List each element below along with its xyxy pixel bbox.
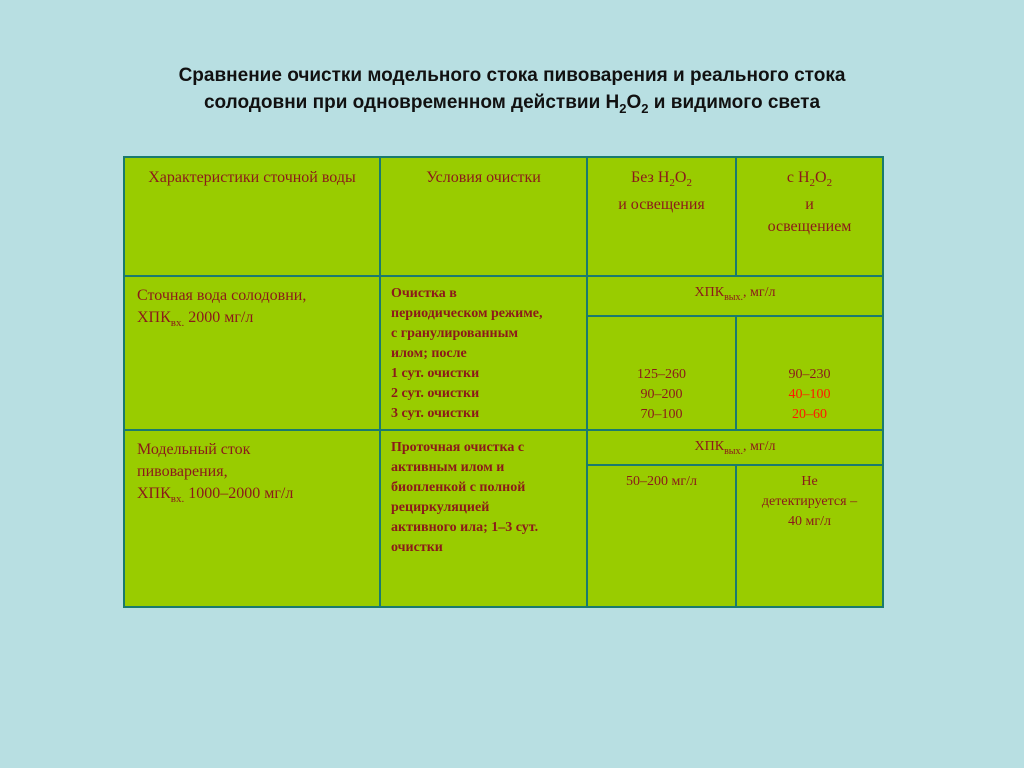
brewery-without-h2o2-value: 50–200 мг/л bbox=[587, 465, 736, 607]
malthouse-treatment-conditions: Очистка в периодическом режиме, с гранулированным илом; после 1 сут. очистки 2 сут. очистки 3 сут. очистки bbox=[380, 276, 587, 430]
header-without-h2o2: Без $H_2O_2$ и освещения bbox=[587, 157, 736, 276]
brewery-cod-unit: $ХПК_{вых.}$, мг/л bbox=[587, 430, 883, 465]
title-line-2: солодовни при одновременном действии $H_2O_2$ и видимого света bbox=[203, 92, 821, 116]
comparison-table bbox=[123, 156, 884, 608]
malthouse-cod-unit: $ХПК_{вых.}$, мг/л bbox=[587, 276, 883, 316]
row-brewery-unit bbox=[124, 430, 883, 465]
title-line-1: Сравнение очистки модельного стока пивоварения и реального стока bbox=[178, 65, 846, 86]
malthouse-with-h2o2-values: 90–230 40–100 20–60 bbox=[736, 316, 883, 430]
brewery-wastewater-label: Модельный сток пивоварения, $ХПК_{вх.}$ 1000–2000 мг/л bbox=[124, 430, 380, 607]
brewery-with-h2o2-value: Не детектируется – 40 мг/л bbox=[736, 465, 883, 607]
header-with-h2o2: с $H_2O_2$ и освещением bbox=[736, 157, 883, 276]
slide-title bbox=[60, 62, 964, 122]
header-row bbox=[124, 157, 883, 276]
brewery-treatment-conditions: Проточная очистка с активным илом и биопленкой с полной рециркуляцией активного ила; 1–3 сут. очистки bbox=[380, 430, 587, 607]
malthouse-without-h2o2-values: 125–260 90–200 70–100 bbox=[587, 316, 736, 430]
row-malthouse-unit bbox=[124, 276, 883, 316]
header-treatment-conditions: Условия очистки bbox=[380, 157, 587, 276]
header-wastewater-characteristics: Характеристики сточной воды bbox=[124, 157, 380, 276]
malthouse-wastewater-label: Сточная вода солодовни, $ХПК_{вх.}$ 2000 мг/л bbox=[124, 276, 380, 430]
